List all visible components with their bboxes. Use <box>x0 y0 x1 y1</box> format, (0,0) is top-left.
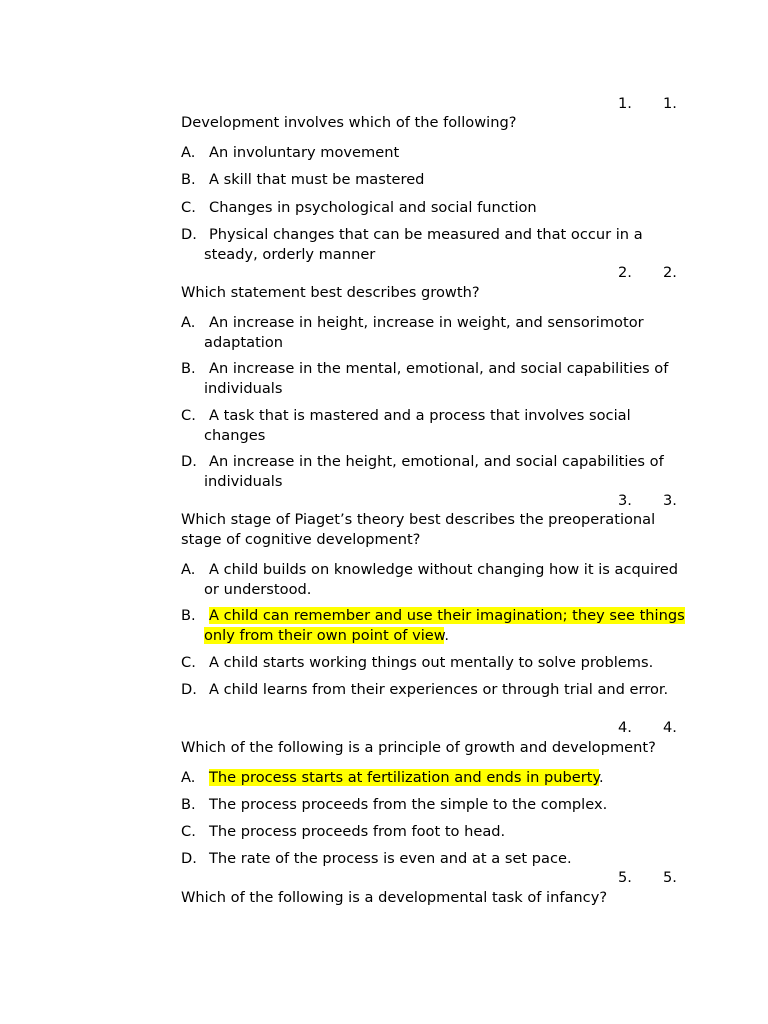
answer-option: A. A child builds on knowledge without changing how it is acquired or understood. <box>181 561 678 598</box>
question-stem: Development involves which of the following? <box>181 114 517 131</box>
answer-option-highlighted: A. The process starts at fertilization and ends in puberty. <box>181 769 604 786</box>
answer-option: A. An increase in height, increase in weight, and sensorimotor adaptation <box>181 314 644 351</box>
answer-option: D. The rate of the process is even and at a set pace. <box>181 850 572 867</box>
question-stem: Which of the following is a principle of growth and development? <box>181 739 656 756</box>
answer-option: C. Changes in psychological and social function <box>181 199 537 216</box>
question-stem: Which of the following is a developmental task of infancy? <box>181 889 608 906</box>
answer-option: D. An increase in the height, emotional, and social capabilities of individuals <box>181 453 664 490</box>
answer-option: C. A child starts working things out mentally to solve problems. <box>181 654 654 671</box>
document-page: 1. 1. Development involves which of the following? A. An involuntary movement B. A skill that must be mastered C. Changes in psychological and social function D. Physical changes that can be measured and that occur in a steady, orderly manner 2. 2. Which statement best describes growth? A. An increase in height, increase in weight, and sensorimotor adaptation B. An increase in the mental, emotional, and social capabilities of individuals C. A task that is mastered and a process that involves social changes D. An increase in the height, emotional, and social capabilities of individuals 3. 3. Which stage of Piaget’s theory best describes the preoperational stage of cognitive development? A. A child builds on knowledge without changing how it is acquired or understood. B. A child can remember and use their imagination; they see things only from their own point of view. C. A child starts working things out mentally to solve problems. D. A child learns from their experiences or through trial and error. 4. 4. Which of the following is a principle of growth and development? A. The process starts at fertilization and ends in puberty. B. The process proceeds from the simple to the complex. C. The process proceeds from foot to head. D. The rate of the process is even and at a set pace. 5. 5. Which of the following is a developmental task of infancy? <box>181 95 685 906</box>
answer-option-highlighted: B. A child can remember and use their imagination; they see things only from their own point of view. <box>181 607 685 644</box>
answer-option: B. The process proceeds from the simple to the complex. <box>181 796 608 813</box>
answer-option: B. An increase in the mental, emotional, and social capabilities of individuals <box>181 360 669 397</box>
answer-option: C. A task that is mastered and a process that involves social changes <box>181 407 631 444</box>
answer-option: D. Physical changes that can be measured and that occur in a steady, orderly manner <box>181 226 643 263</box>
question-stem: Which statement best describes growth? <box>181 284 480 301</box>
answer-option: B. A skill that must be mastered <box>181 171 425 188</box>
answer-option: D. A child learns from their experiences or through trial and error. <box>181 681 669 698</box>
answer-option: A. An involuntary movement <box>181 144 400 161</box>
highlighted-answer: The process starts at fertilization and ends in puberty <box>209 769 600 786</box>
question-stem: Which stage of Piaget’s theory best describes the preoperational stage of cognitive development? <box>181 511 656 548</box>
answer-option: C. The process proceeds from foot to head. <box>181 823 506 840</box>
highlighted-answer: A child can remember and use their imagination; they see things only from their own point of view <box>204 607 685 644</box>
